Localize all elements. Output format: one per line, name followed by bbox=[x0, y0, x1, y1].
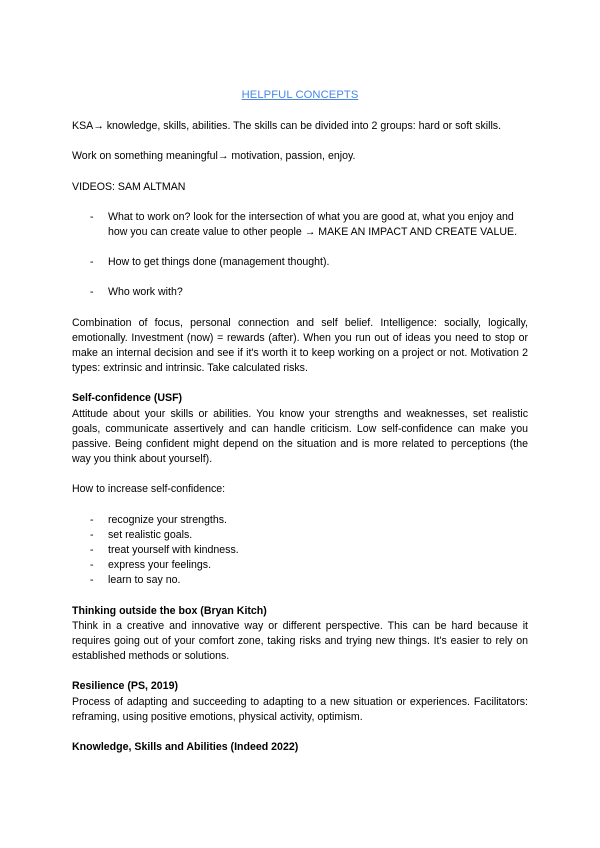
ksa-paragraph: KSA→ knowledge, skills, abilities. The skills can be divided into 2 groups: hard or soft skills. bbox=[72, 120, 502, 133]
thinking-body: Think in a creative and innovative way or different perspective. This can be hard because it requires going out of your comfort zone, taking risks and trying new things. It's easier to rely on established methods or solutions. bbox=[72, 619, 528, 663]
list-marker: - bbox=[90, 559, 94, 572]
resilience-body: Process of adapting and succeeding to adapting to a new situation or experiences. Facilitators: reframing, using positive emotions, physical activity, optimism. bbox=[72, 695, 528, 723]
self-confidence-body: Attitude about your skills or abilities. You know your strengths and weaknesses, set realistic goals, communicate assertively and can handle criticism. Low self-confidence can make you passive. Being confident might depend on the situation and is more related to perceptions (the way you think about yourself). bbox=[72, 407, 528, 466]
list-item bbox=[72, 513, 528, 528]
list-item-text: How to get things done (management thought). bbox=[108, 256, 330, 269]
list-marker: - bbox=[90, 528, 94, 541]
document-page bbox=[72, 88, 528, 755]
list-item bbox=[72, 573, 528, 588]
list-item-text: treat yourself with kindness. bbox=[108, 544, 239, 557]
list-item bbox=[72, 255, 528, 270]
list-marker: - bbox=[90, 286, 94, 299]
resilience-heading: Resilience (PS, 2019) bbox=[72, 680, 178, 693]
combination-paragraph: Combination of focus, personal connection and self belief. Intelligence: socially, logically, emotionally. Investment (now) = rewards (after). When you run out of ideas you need to stop or make an internal decision and see if it's worth it to keep working on a project or not. Motivation 2 types: extrinsic and intrinsic. Take calculated risks. bbox=[72, 316, 528, 375]
self-confidence-heading: Self-confidence (USF) bbox=[72, 392, 183, 405]
list-marker: - bbox=[90, 574, 94, 587]
list-marker: - bbox=[90, 256, 94, 269]
self-confidence-tips bbox=[72, 513, 528, 589]
list-item-text: recognize your strengths. bbox=[108, 513, 227, 526]
altman-list bbox=[72, 210, 528, 301]
how-to-increase-label: How to increase self-confidence: bbox=[72, 483, 226, 496]
list-item bbox=[72, 285, 528, 300]
list-item-text: Who work with? bbox=[108, 286, 183, 299]
list-item-text: set realistic goals. bbox=[108, 528, 193, 541]
page-title: HELPFUL CONCEPTS bbox=[241, 89, 359, 101]
ksa-section-heading: Knowledge, Skills and Abilities (Indeed 2022) bbox=[72, 741, 299, 754]
list-item bbox=[72, 543, 528, 558]
videos-label: VIDEOS: SAM ALTMAN bbox=[72, 180, 186, 193]
list-item-text: What to work on? look for the intersection of what you are good at, what you enjoy and how you can create value to other people → MAKE AN IMPACT AND CREATE VALUE. bbox=[108, 210, 518, 239]
list-item-text: learn to say no. bbox=[108, 574, 181, 587]
meaningful-paragraph: Work on something meaningful→ motivation, passion, enjoy. bbox=[72, 150, 356, 163]
list-marker: - bbox=[90, 513, 94, 526]
list-marker: - bbox=[90, 544, 94, 557]
list-item bbox=[72, 558, 528, 573]
list-marker: - bbox=[90, 210, 94, 223]
thinking-heading: Thinking outside the box (Bryan Kitch) bbox=[72, 604, 267, 617]
list-item-text: express your feelings. bbox=[108, 559, 212, 572]
list-item bbox=[72, 528, 528, 543]
list-item bbox=[72, 210, 528, 240]
